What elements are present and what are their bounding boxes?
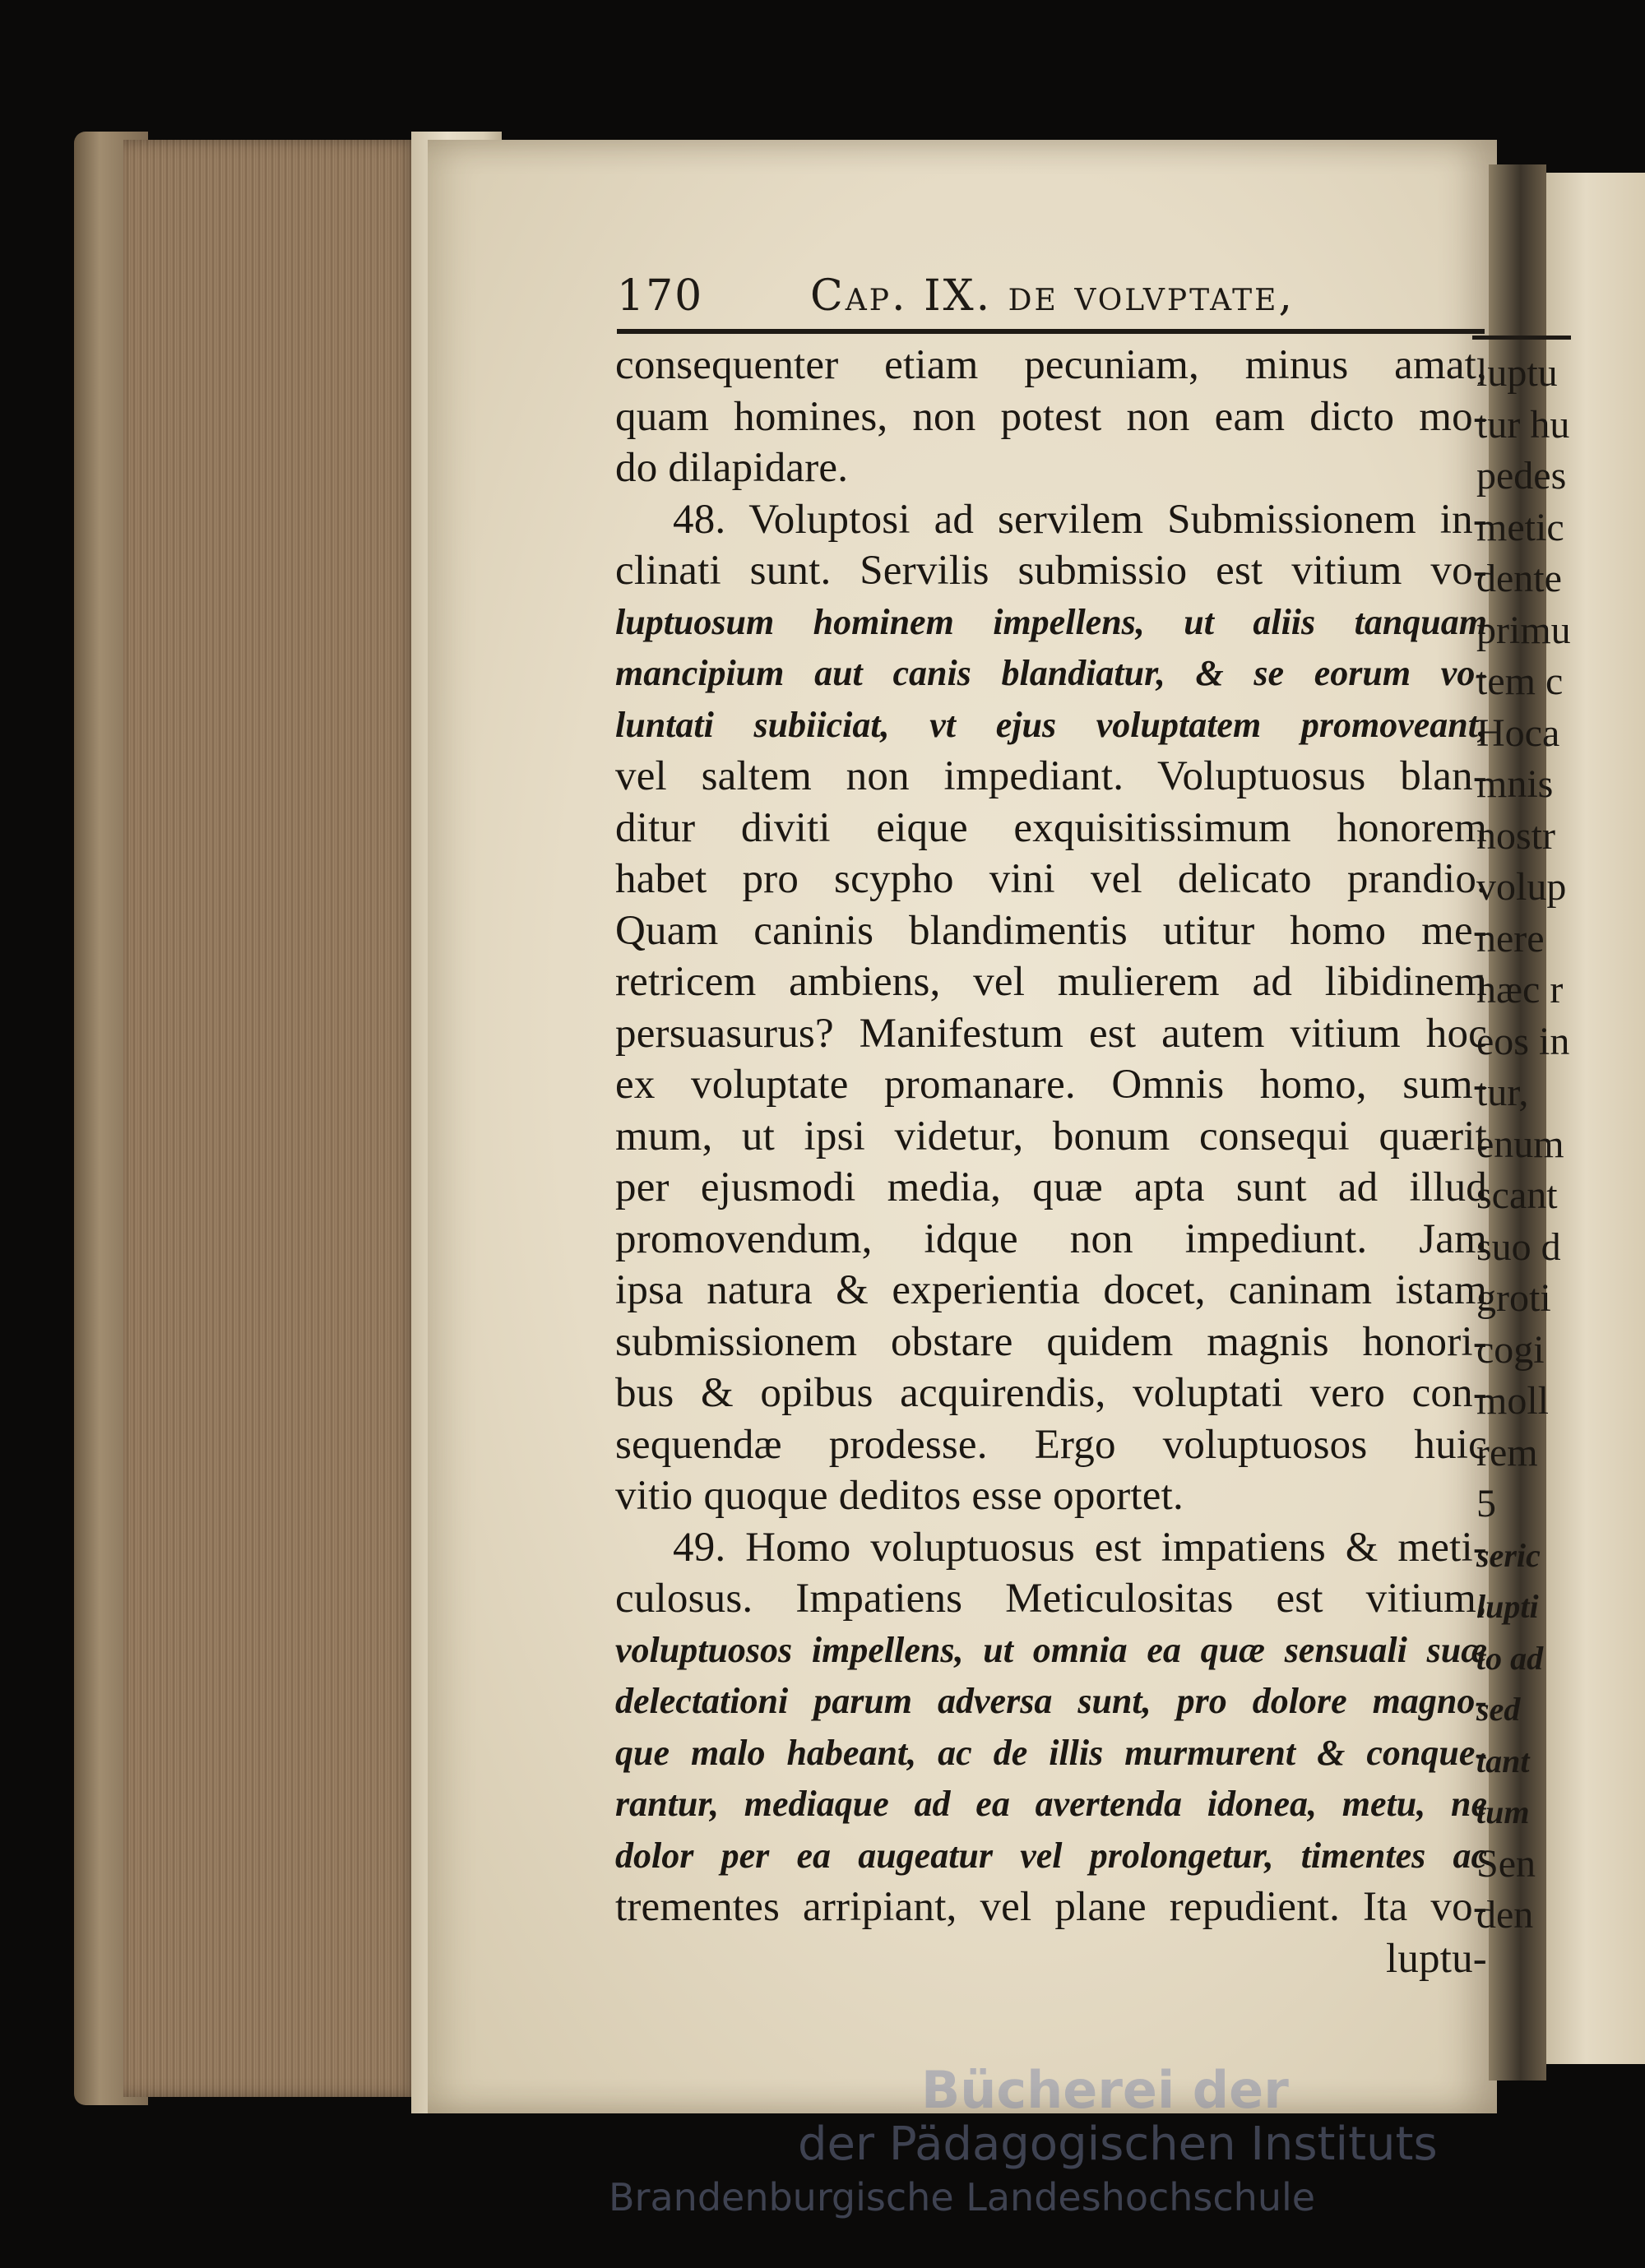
text-line: que malo habeant, ac de illis murmurent & conque- bbox=[615, 1732, 1487, 1773]
right-page-line: sed bbox=[1476, 1691, 1521, 1728]
right-page-line: enum bbox=[1476, 1122, 1564, 1166]
right-page-line: hæc r bbox=[1476, 968, 1564, 1011]
text-line: 48. Voluptosi ad servilem Submissionem in- bbox=[673, 496, 1487, 543]
right-page-line: mnis bbox=[1476, 762, 1554, 806]
right-page-rule bbox=[1472, 336, 1571, 340]
text-line: persuasurus? Manifestum est autem vitium hoc bbox=[615, 1010, 1487, 1057]
text-line: consequenter etiam pecuniam, minus amat, bbox=[615, 342, 1487, 388]
right-page-line: Sen bbox=[1476, 1841, 1536, 1886]
head-rule bbox=[617, 329, 1485, 334]
right-page-line: dente bbox=[1476, 557, 1562, 600]
text-line: ex voluptate promanare. Omnis homo, sum- bbox=[615, 1062, 1487, 1108]
text-line: luptu- bbox=[1385, 1935, 1487, 1982]
right-page-line: cogi bbox=[1476, 1327, 1545, 1372]
right-page-line: suo d bbox=[1476, 1224, 1561, 1269]
text-line: dolor per ea augeatur vel prolongetur, timentes ac bbox=[615, 1835, 1487, 1876]
right-page-line: eos in bbox=[1476, 1019, 1570, 1063]
right-page-line: tem c bbox=[1476, 660, 1564, 703]
right-page-line: lupti bbox=[1476, 1588, 1539, 1625]
text-line: do dilapidare. bbox=[615, 445, 849, 491]
text-line: vel saltem non impediant. Voluptuosus blan- bbox=[615, 753, 1487, 799]
chapter-title: Cap. IX. de volvptate, bbox=[810, 271, 1295, 321]
right-page-line: luptu bbox=[1476, 351, 1558, 395]
text-line: mum, ut ipsi videtur, bonum consequi quærit bbox=[615, 1113, 1487, 1159]
text-line: culosus. Impatiens Meticulositas est vitium, bbox=[615, 1576, 1487, 1622]
text-line: ditur diviti eique exquisitissimum honorem bbox=[615, 804, 1487, 851]
text-line: habet pro scypho vini vel delicato prandio. bbox=[615, 856, 1487, 902]
text-line: mancipium aut canis blandiatur, & se eorum vo- bbox=[615, 653, 1487, 693]
page-stack-fore-edge bbox=[123, 140, 419, 2097]
page-number: 170 bbox=[617, 271, 704, 321]
right-page-line: den bbox=[1476, 1893, 1534, 1937]
text-line: promovendum, idque non impediunt. Jam bbox=[615, 1215, 1487, 1262]
text-line: 49. Homo voluptuosus est impatiens & meti- bbox=[673, 1524, 1487, 1571]
right-page-line: to ad bbox=[1476, 1639, 1544, 1677]
right-page-line: tant bbox=[1476, 1742, 1530, 1780]
text-line: sequendæ prodesse. Ergo voluptuosos huic bbox=[615, 1421, 1487, 1468]
text-line: submissionem obstare quidem magnis honori- bbox=[615, 1318, 1487, 1365]
right-page-line: seric bbox=[1476, 1536, 1541, 1574]
right-page-line: primu bbox=[1476, 608, 1571, 652]
text-line: ipsa natura & experientia docet, caninam istam bbox=[615, 1267, 1487, 1313]
right-page-line: tur, bbox=[1476, 1071, 1529, 1114]
text-line: delectationi parum adversa sunt, pro dolore magno- bbox=[615, 1681, 1487, 1721]
stamp-line: Brandenburgische Landeshochschule bbox=[609, 2175, 1316, 2219]
text-block bbox=[615, 341, 1487, 2011]
stamp-line: Bücherei der bbox=[921, 2060, 1289, 2120]
right-page-line: moll bbox=[1476, 1379, 1550, 1423]
right-page-line: scant bbox=[1476, 1173, 1558, 1217]
right-page-line: pedes bbox=[1476, 454, 1567, 498]
text-line: luntati subiiciat, vt ejus voluptatem promoveant, bbox=[615, 704, 1487, 745]
text-line: Quam caninis blandimentis utitur homo me- bbox=[615, 907, 1487, 954]
text-line: rantur, mediaque ad ea avertenda idonea, metu, ne bbox=[615, 1784, 1487, 1824]
right-page-line: metic bbox=[1476, 505, 1564, 549]
right-page-line: nere bbox=[1476, 916, 1545, 960]
right-page-line: Hoca bbox=[1476, 710, 1560, 755]
text-line: trementes arripiant, vel plane repudient. Ita vo- bbox=[615, 1884, 1487, 1930]
right-page-line: 5 bbox=[1476, 1482, 1496, 1525]
text-line: retricem ambiens, vel mulierem ad libidinem bbox=[615, 959, 1487, 1005]
right-page-line: nostr bbox=[1476, 813, 1555, 858]
right-page-line: tur hu bbox=[1476, 402, 1570, 447]
right-page-line: rem bbox=[1476, 1430, 1538, 1474]
text-line: luptuosum hominem impellens, ut aliis tanquam bbox=[615, 601, 1487, 642]
right-page-line: tum bbox=[1476, 1794, 1530, 1831]
right-page-line: volup bbox=[1476, 865, 1567, 909]
library-stamp bbox=[609, 2060, 1472, 2224]
text-line: vitio quoque deditos esse oportet. bbox=[615, 1473, 1184, 1519]
text-line: voluptuosos impellens, ut omnia ea quæ sensuali suæ bbox=[615, 1629, 1487, 1670]
stamp-line: der Pädagogischen Instituts bbox=[798, 2118, 1438, 2171]
text-line: bus & opibus acquirendis, voluptati vero con- bbox=[615, 1370, 1487, 1416]
text-line: clinati sunt. Servilis submissio est vitium vo- bbox=[615, 548, 1487, 594]
right-page-line: groti bbox=[1476, 1276, 1551, 1320]
running-head bbox=[617, 271, 1480, 329]
text-line: quam homines, non potest non eam dicto mo- bbox=[615, 393, 1487, 440]
text-line: per ejusmodi media, quæ apta sunt ad illud bbox=[615, 1164, 1487, 1210]
